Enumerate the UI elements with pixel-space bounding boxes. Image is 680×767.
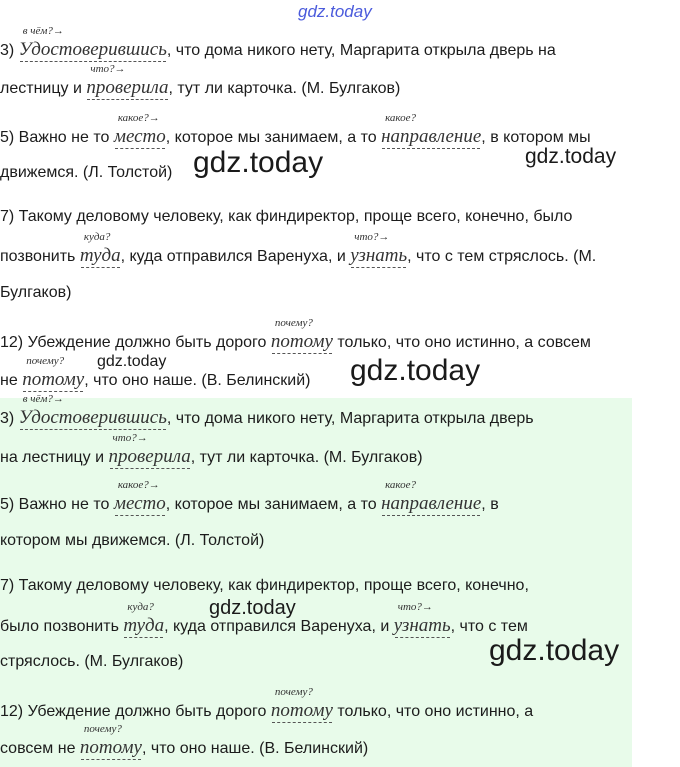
answer-12-line-2: совсем не почему? потому , что оно наше. (В. Белинский) [0,723,369,758]
question-annotation: почему? [274,317,313,329]
annotated-word [18,393,167,429]
question-annotation: какое?→ [117,479,160,491]
dashed-underline [382,515,480,516]
sentence-5-line-1: 5) Важно не то какое?→ место , которое мы занимаем, а то какое? направление , в котором мы [0,112,591,147]
question-annotation: что?→ [112,432,148,444]
annotated-word [393,601,451,637]
dashed-underline [23,391,83,392]
answer-12-line-1: 12) Убеждение должно быть дорого почему? потому только, что оно истинно, а [0,686,534,721]
annotated-word [79,231,121,267]
question-annotation: какое? [385,112,417,124]
question-annotation: в чём?→ [22,393,64,405]
annotated-word [381,479,482,515]
sentence-7-line-1: 7) Такому деловому человеку, как финдиректор, проще всего, конечно, было [0,208,573,225]
underlined-word: направление [381,126,482,147]
question-annotation: какое?→ [117,112,160,124]
dashed-underline [351,267,406,268]
dashed-underline [395,637,450,638]
underlined-word: Удостоверившись [18,407,167,428]
underlined-word: узнать [393,615,451,636]
annotated-word [270,317,333,353]
question-annotation: что?→ [354,231,390,243]
underlined-word: проверила [108,446,191,467]
dashed-underline [115,148,165,149]
dashed-underline [272,722,332,723]
dashed-underline [81,759,141,760]
underlined-word: проверила [86,77,169,98]
annotated-word [86,63,169,99]
annotated-word [270,686,333,722]
sentence-7-line-2: позвонить куда? туда , куда отправился Варенуха, и что?→ узнать , что с тем стряслось. (М. [0,231,597,266]
question-annotation: что?→ [90,63,126,75]
sentence-12-line-2: не почему? потому , что оно наше. (В. Белинский) [0,355,311,390]
underlined-word: направление [381,493,482,514]
underlined-word: узнать [350,245,408,266]
top-watermark: gdz.today [298,2,372,21]
dashed-underline [20,429,166,430]
watermark: gdz.today [97,353,167,370]
dashed-underline [382,148,480,149]
dashed-underline [115,515,165,516]
dashed-underline [110,468,190,469]
question-annotation: почему? [83,723,122,735]
annotated-word [113,479,166,515]
watermark: gdz.today [193,146,324,179]
answer-7-line-1: 7) Такому деловому человеку, как финдиректор, проще всего, конечно, [0,577,529,594]
annotated-word [350,231,408,267]
annotated-word [113,112,166,148]
underlined-word: туда [123,615,165,636]
watermark: gdz.today [489,634,620,667]
question-annotation: почему? [274,686,313,698]
underlined-word: место [113,126,166,147]
dashed-underline [20,61,166,62]
question-annotation: куда? [83,231,111,243]
sentence-12-line-1: 12) Убеждение должно быть дорого почему? потому только, что оно истинно, а совсем [0,317,591,352]
annotated-word [123,601,165,637]
sentence-3-line-1: 3) в чём?→ Удостоверившись , что дома никого нету, Маргарита открыла дверь на [0,25,556,60]
watermark: gdz.today [350,354,481,387]
dashed-underline [272,353,332,354]
answer-7-line-3: стряслось. (М. Булгаков) [0,653,184,670]
annotated-word [79,723,142,759]
annotated-word [381,112,482,148]
answer-3-line-2: на лестницу и что?→ проверила , тут ли карточка. (М. Булгаков) [0,432,423,467]
question-annotation: какое? [385,479,417,491]
dashed-underline [124,637,163,638]
underlined-word: потому [270,700,333,721]
watermark: gdz.today [525,145,617,168]
annotated-word [108,432,191,468]
dashed-underline [81,267,120,268]
answer-3-line-1: 3) в чём?→ Удостоверившись , что дома никого нету, Маргарита открыла дверь [0,393,534,428]
sentence-7-line-3: Булгаков) [0,284,72,301]
annotated-word [22,355,85,391]
question-annotation: в чём?→ [22,25,64,37]
dashed-underline [87,99,167,100]
underlined-word: потому [270,331,333,352]
underlined-word: потому [79,737,142,758]
question-annotation: что?→ [397,601,433,613]
answer-5-line-2: котором мы движемся. (Л. Толстой) [0,532,265,549]
underlined-word: место [113,493,166,514]
underlined-word: туда [79,245,121,266]
underlined-word: Удостоверившись [18,39,167,60]
answer-7-line-2: было позвонить куда? туда , куда отправился Варенуха, и что?→ узнать , что с тем [0,601,528,636]
underlined-word: потому [22,369,85,390]
question-annotation: куда? [127,601,154,613]
sentence-5-line-2: движемся. (Л. Толстой) [0,164,173,181]
watermark: gdz.today [209,597,296,619]
sentence-3-line-2: лестницу и что?→ проверила , тут ли карточка. (М. Булгаков) [0,63,401,98]
answer-5-line-1: 5) Важно не то какое?→ место , которое мы занимаем, а то какое? направление , в [0,479,499,514]
annotated-word [18,25,167,61]
question-annotation: почему? [26,355,65,367]
